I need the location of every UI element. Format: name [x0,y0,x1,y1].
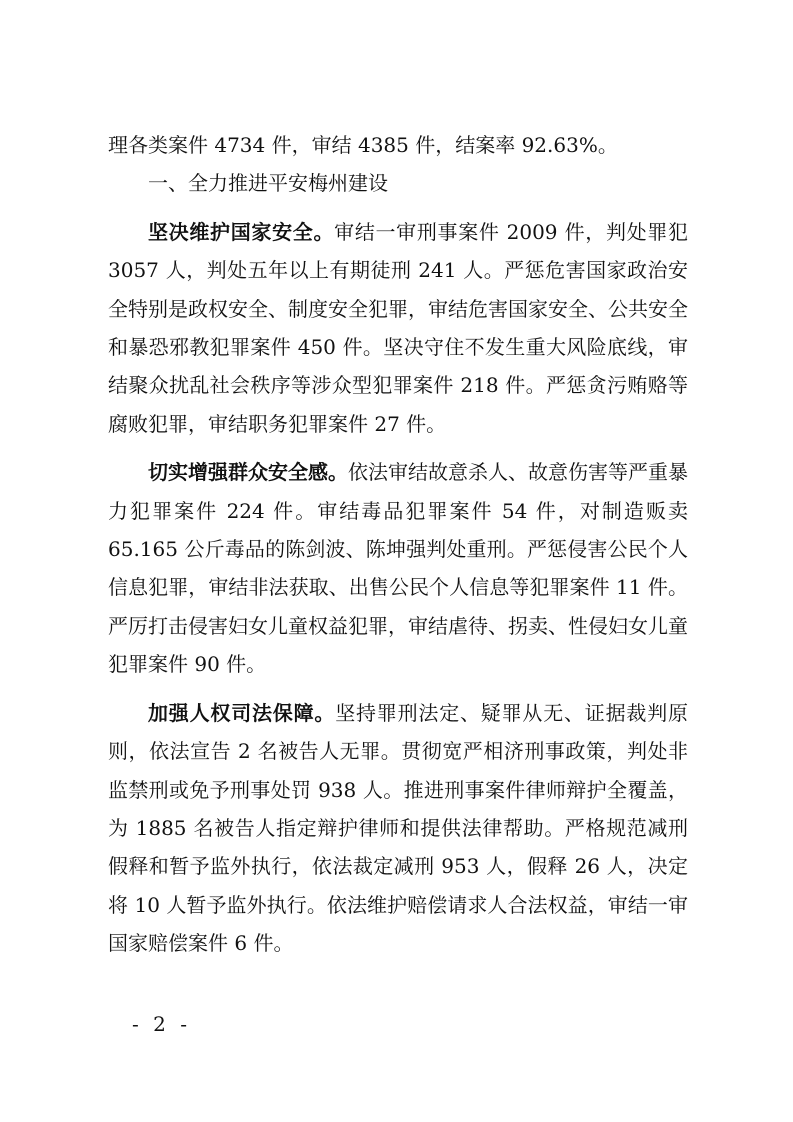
paragraph-human-rights [108,694,688,963]
paragraph-lead: 切实增强群众安全感。 [148,460,348,485]
paragraph-text: 审结一审刑事案件 2009 件，判处罪犯 3057 人，判处五年以上有期徒刑 241 人。严惩危害国家政治安全特别是政权安全、制度安全犯罪，审结危害国家安全、公共安全和暴恐邪教犯罪案件 450 件。坚决守住不发生重大风险底线，审结聚众扰乱社会秩序等涉众型犯罪案件 218 件。严惩贪污贿赂等腐败犯罪，审结职务犯罪案件 27 件。 [108,219,688,436]
paragraph-public-safety [108,453,688,683]
paragraph-lead: 坚决维护国家安全。 [148,219,335,244]
document-body [108,126,688,963]
opening-line: 理各类案件 4734 件，审结 4385 件，结案率 92.63%。 [108,133,618,157]
paragraph-national-security [108,213,688,443]
paragraph-text: 依法审结故意杀人、故意伤害等严重暴力犯罪案件 224 件。审结毒品犯罪案件 54 件，对制造贩卖 65.165 公斤毒品的陈剑波、陈坤强判处重刑。严惩侵害公民个人信息犯罪，审结非法获取、出售公民个人信息等犯罪案件 11 件。严厉打击侵害妇女儿童权益犯罪，审结虐待、拐卖、性侵妇女儿童犯罪案件 90 件。 [108,460,688,677]
paragraph-text: 坚持罪刑法定、疑罪从无、证据裁判原则，依法宣告 2 名被告人无罪。贯彻宽严相济刑事政策，判处非监禁刑或免予刑事处罚 938 人。推进刑事案件律师辩护全覆盖，为 1885 名被告人指定辩护律师和提供法律帮助。严格规范减刑假释和暂予监外执行，依法裁定减刑 953 人，假释 26 人，决定将 10 人暂予监外执行。依法维护赔偿请求人合法权益，审结一审国家赔偿案件 6 件。 [108,700,689,956]
paragraph-lead: 加强人权司法保障。 [148,700,336,725]
section-heading: 一、全力推进平安梅州建设 [148,171,388,196]
page-number: - 2 - [132,1012,191,1036]
